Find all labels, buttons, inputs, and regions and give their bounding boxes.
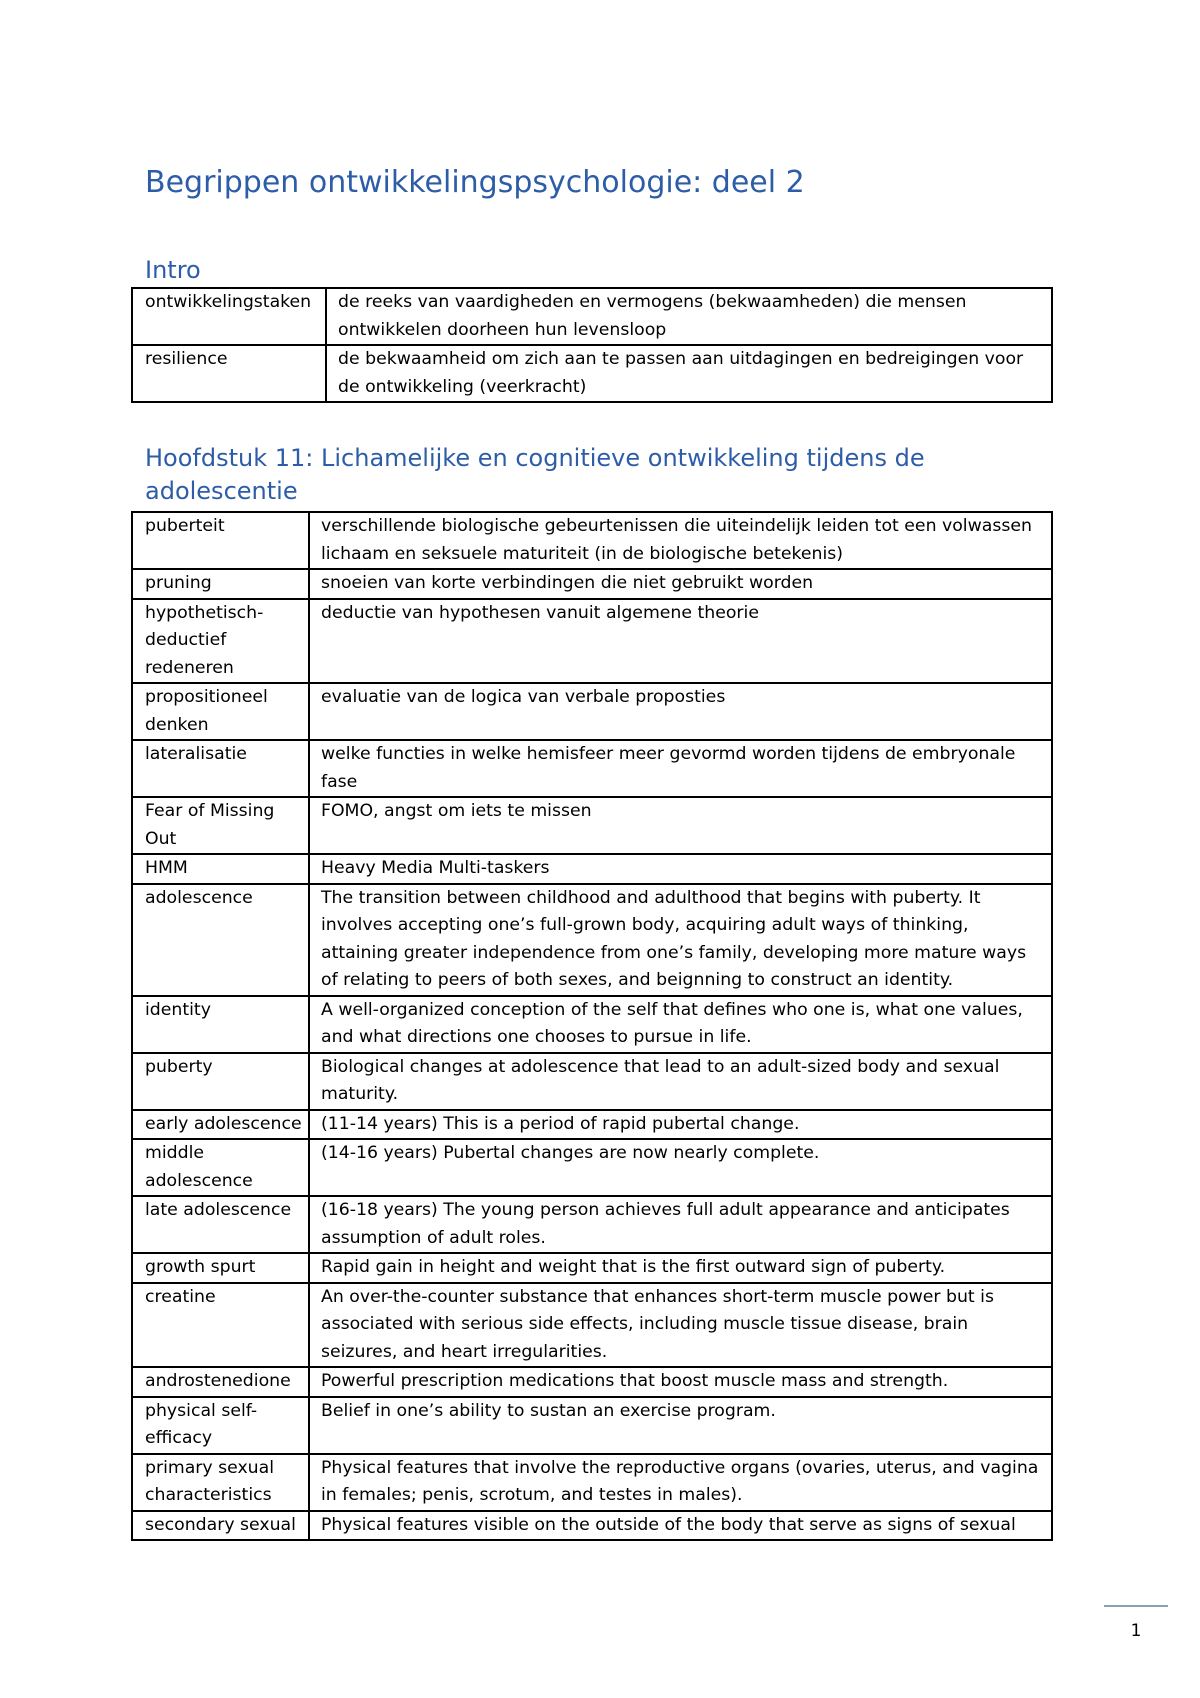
term-cell: pruning [132, 569, 309, 599]
definition-cell: FOMO, angst om iets te missen [309, 797, 1052, 854]
term-cell: physical self-efficacy [132, 1397, 309, 1454]
definition-cell: Belief in one’s ability to sustan an exercise program. [309, 1397, 1052, 1454]
table-row [132, 854, 1052, 884]
term-cell: HMM [132, 854, 309, 884]
page-number: 1 [1130, 1621, 1142, 1641]
intro-terms-table [131, 287, 1053, 403]
definition-cell: (11-14 years) This is a period of rapid pubertal change. [309, 1110, 1052, 1140]
term-cell: secondary sexual [132, 1511, 309, 1541]
table-row [132, 345, 1052, 402]
table-row [132, 1511, 1052, 1541]
definition-cell: Physical features that involve the reproductive organs (ovaries, uterus, and vagina in females; penis, scrotum, and testes in males). [309, 1454, 1052, 1511]
term-cell: Fear of Missing Out [132, 797, 309, 854]
definition-cell: An over-the-counter substance that enhances short-term muscle power but is associated with serious side effects, including muscle tissue disease, brain seizures, and heart irregularities. [309, 1283, 1052, 1368]
table-row [132, 683, 1052, 740]
definition-cell: snoeien van korte verbindingen die niet gebruikt worden [309, 569, 1052, 599]
definition-cell: (16-18 years) The young person achieves full adult appearance and anticipates assumption of adult roles. [309, 1196, 1052, 1253]
term-cell: propositioneel denken [132, 683, 309, 740]
section-heading-chapter-11: Hoofdstuk 11: Lichamelijke en cognitieve ontwikkeling tijdens de adolescentie [145, 444, 925, 505]
definition-cell: de bekwaamheid om zich aan te passen aan uitdagingen en bedreigingen voor de ontwikkeling (veerkracht) [326, 345, 1052, 402]
term-cell: androstenedione [132, 1367, 309, 1397]
definition-cell: Physical features visible on the outside of the body that serve as signs of sexual [309, 1511, 1052, 1541]
definition-cell: Powerful prescription medications that boost muscle mass and strength. [309, 1367, 1052, 1397]
term-cell: ontwikkelingstaken [132, 288, 326, 345]
table-row [132, 1283, 1052, 1368]
definition-cell: Biological changes at adolescence that lead to an adult-sized body and sexual maturity. [309, 1053, 1052, 1110]
chapter-11-terms-table [131, 511, 1053, 1541]
definition-cell: The transition between childhood and adulthood that begins with puberty. It involves accepting one’s full-grown body, acquiring adult ways of thinking, attaining greater independence from one’s family, developing more mature ways of relating to peers of both sexes, and beignning to construct an identity. [309, 884, 1052, 996]
definition-cell: Rapid gain in height and weight that is the first outward sign of puberty. [309, 1253, 1052, 1283]
table-row [132, 288, 1052, 345]
table-row [132, 569, 1052, 599]
term-cell: puberteit [132, 512, 309, 569]
term-cell: identity [132, 996, 309, 1053]
table-row [132, 1454, 1052, 1511]
definition-cell: de reeks van vaardigheden en vermogens (bekwaamheden) die mensen ontwikkelen doorheen hun levensloop [326, 288, 1052, 345]
term-cell: growth spurt [132, 1253, 309, 1283]
term-cell: creatine [132, 1283, 309, 1368]
definition-cell: deductie van hypothesen vanuit algemene theorie [309, 599, 1052, 684]
term-cell: late adolescence [132, 1196, 309, 1253]
definition-cell: A well-organized conception of the self that defines who one is, what one values, and what directions one chooses to pursue in life. [309, 996, 1052, 1053]
table-row [132, 512, 1052, 569]
term-cell: primary sexual characteristics [132, 1454, 309, 1511]
definition-cell: Heavy Media Multi-taskers [309, 854, 1052, 884]
term-cell: adolescence [132, 884, 309, 996]
term-cell: middle adolescence [132, 1139, 309, 1196]
definition-cell: evaluatie van de logica van verbale proposties [309, 683, 1052, 740]
definition-cell: verschillende biologische gebeurtenissen die uiteindelijk leiden tot een volwassen lichaam en seksuele maturiteit (in de biologische betekenis) [309, 512, 1052, 569]
table-row [132, 1196, 1052, 1253]
page-number-rule [1104, 1605, 1168, 1607]
table-row [132, 740, 1052, 797]
table-row [132, 599, 1052, 684]
table-row [132, 884, 1052, 996]
term-cell: lateralisatie [132, 740, 309, 797]
term-cell: early adolescence [132, 1110, 309, 1140]
table-row [132, 797, 1052, 854]
table-row [132, 1253, 1052, 1283]
section-heading-intro: Intro [145, 256, 201, 284]
table-row [132, 1367, 1052, 1397]
term-cell: hypothetisch-deductief redeneren [132, 599, 309, 684]
table-row [132, 1053, 1052, 1110]
table-row [132, 996, 1052, 1053]
term-cell: resilience [132, 345, 326, 402]
table-row [132, 1110, 1052, 1140]
table-row [132, 1397, 1052, 1454]
table-row [132, 1139, 1052, 1196]
page-title: Begrippen ontwikkelingspsychologie: deel 2 [145, 165, 805, 200]
definition-cell: welke functies in welke hemisfeer meer gevormd worden tijdens de embryonale fase [309, 740, 1052, 797]
term-cell: puberty [132, 1053, 309, 1110]
definition-cell: (14-16 years) Pubertal changes are now nearly complete. [309, 1139, 1052, 1196]
